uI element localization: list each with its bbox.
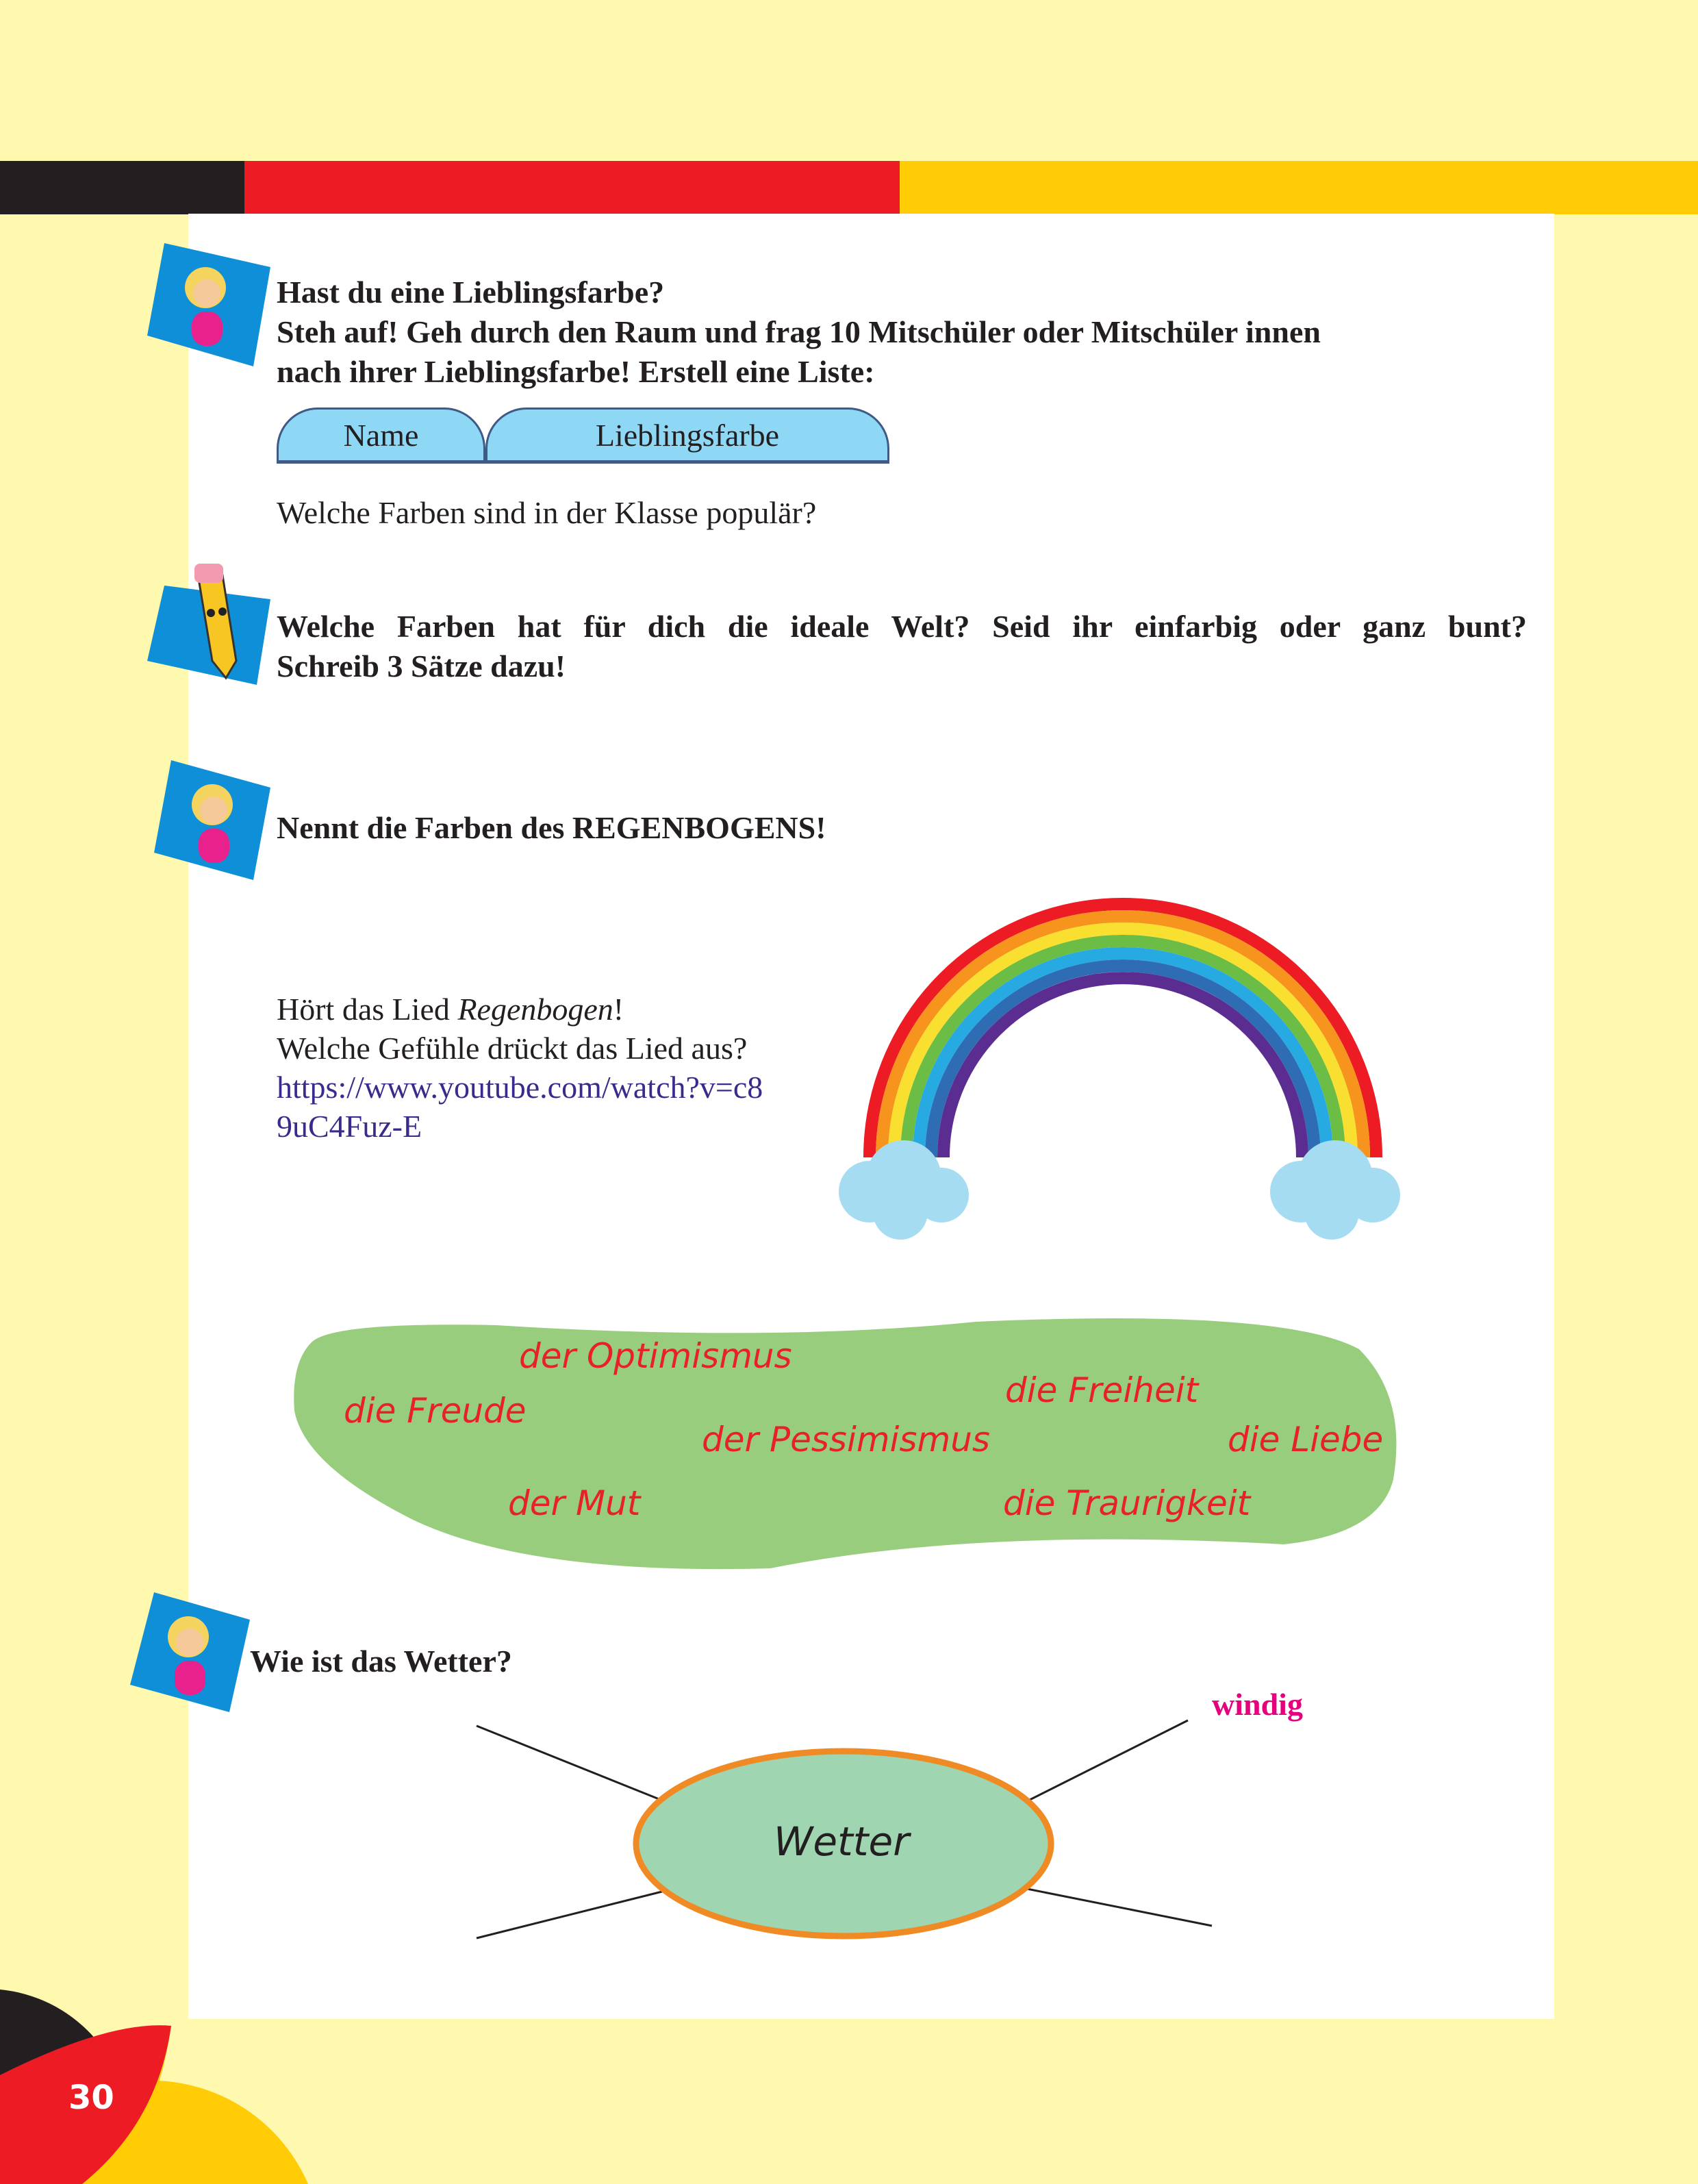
song-question: Welche Gefühle drückt das Lied aus? (277, 1031, 748, 1066)
task1-title: Hast du eine Lieblingsfarbe? (277, 275, 665, 310)
stripe-red (244, 161, 900, 214)
feeling-word: die Freude (344, 1391, 527, 1431)
task2-text (277, 607, 1527, 686)
feeling-word: die Liebe (1228, 1420, 1384, 1459)
girl-speaking-icon (144, 240, 270, 366)
song-title: Regenbogen (457, 992, 613, 1027)
feeling-word: der Mut (508, 1483, 641, 1523)
task2-line1: Welche Farben hat für dich die ideale Welt? Seid ihr einfarbig oder ganz bunt? (277, 609, 1527, 644)
youtube-link[interactable] (277, 1068, 824, 1146)
corner-decoration (0, 1849, 342, 2184)
feeling-word: der Optimismus (519, 1336, 792, 1376)
task4-title: Wie ist das Wetter? (250, 1644, 512, 1679)
girl-speaking-icon (151, 757, 277, 883)
rainbow-illustration (828, 877, 1410, 1246)
task1-line2: Steh auf! Geh durch den Raum und frag 10 Mitschüler oder Mitschüler innen (277, 314, 1321, 349)
girl-speaking-icon (127, 1589, 253, 1716)
song-prefix: Hört das Lied (277, 992, 458, 1027)
song-suffix: ! (613, 992, 624, 1027)
link-line2[interactable]: 9uC4Fuz-E (277, 1109, 422, 1144)
link-line1[interactable]: https://www.youtube.com/watch?v=c8 (277, 1070, 763, 1105)
feeling-word: die Traurigkeit (1003, 1483, 1251, 1523)
page-number: 30 (68, 2079, 114, 2117)
task1-question: Welche Farben sind in der Klasse populär? (277, 495, 817, 530)
task1-line3: nach ihrer Lieblingsfarbe! Erstell eine Liste: (277, 354, 875, 389)
table-header-name: Name (277, 407, 485, 464)
feeling-word: die Freiheit (1005, 1370, 1199, 1410)
task3-title: Nennt die Farben des REGENBOGENS! (277, 810, 826, 845)
table-header-favorite-color: Lieblingsfarbe (485, 407, 889, 464)
mindmap-center-label: Wetter (774, 1818, 910, 1865)
pencil-character-icon (144, 558, 274, 685)
task2-line2: Schreib 3 Sätze dazu! (277, 649, 566, 683)
feeling-word: der Pessimismus (702, 1420, 990, 1459)
song-text (277, 990, 824, 1146)
task1-text (277, 273, 1536, 392)
stripe-black (0, 161, 244, 214)
mindmap-example-windig: windig (1212, 1687, 1303, 1722)
stripe-yellow (900, 161, 1698, 214)
